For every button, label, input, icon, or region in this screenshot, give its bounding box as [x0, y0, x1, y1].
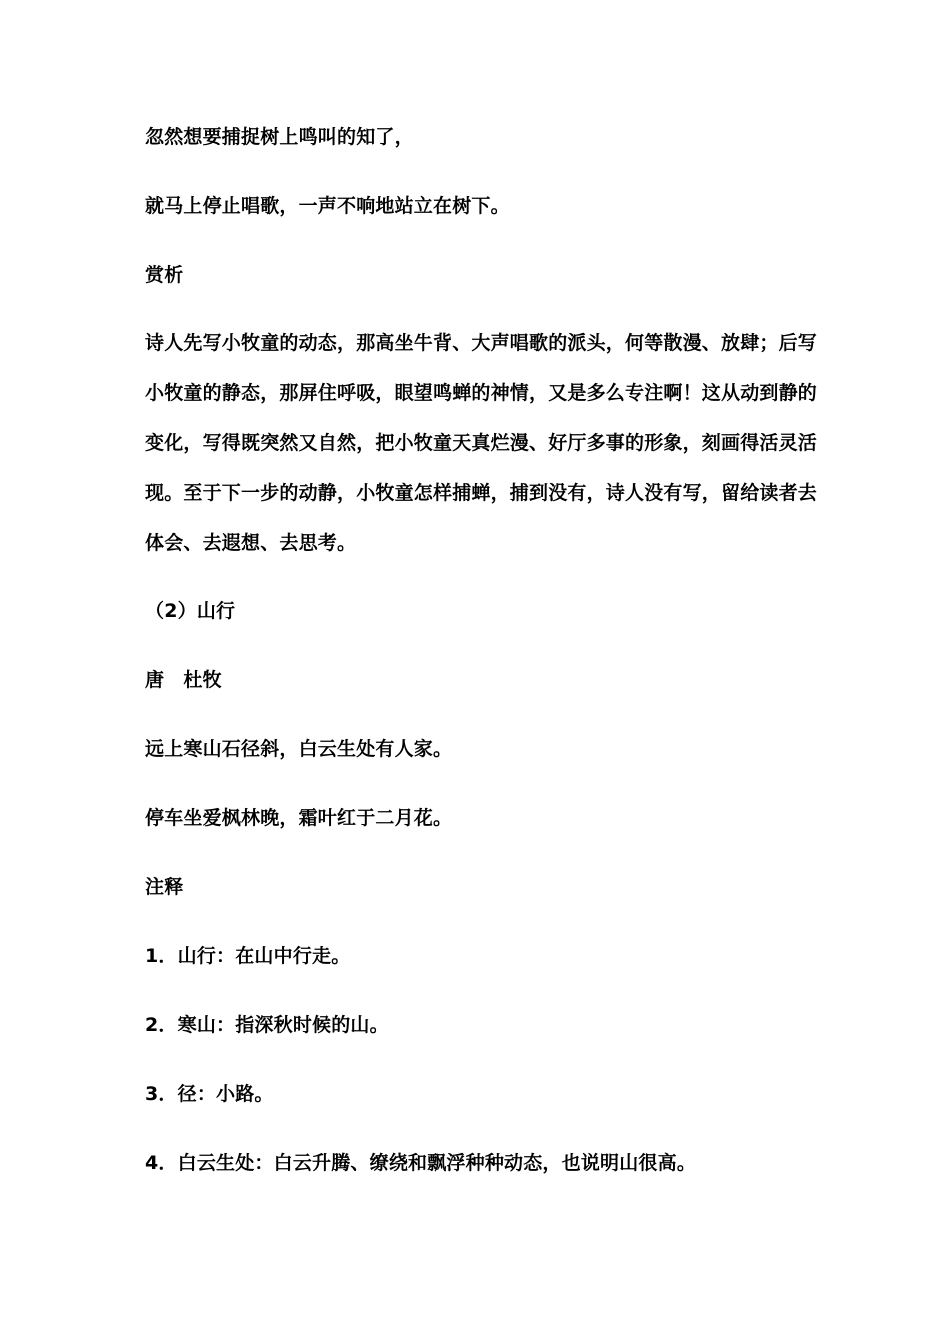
note-item: 3．径：小路。 [145, 1083, 274, 1105]
note-item: 4．白云生处：白云升腾、缭绕和飘浮种种动态，也说明山很高。 [145, 1152, 697, 1174]
section-heading-shangxi: 赏析 [145, 264, 184, 286]
section-heading-zhushi: 注释 [145, 876, 184, 898]
poem-title: （2）山行 [145, 600, 236, 622]
text-line: 忽然想要捕捉树上鸣叫的知了， [145, 126, 414, 148]
poem-line: 远上寒山石径斜，白云生处有人家。 [145, 738, 453, 760]
paragraph-line: 现。至于下一步的动静，小牧童怎样捕蝉，捕到没有，诗人没有写，留给读者去 [145, 482, 818, 504]
paragraph-line: 诗人先写小牧童的动态，那高坐牛背、大声唱歌的派头，何等散漫、放肆；后写 [145, 332, 818, 354]
poem-line: 停车坐爱枫林晚，霜叶红于二月花。 [145, 807, 453, 829]
note-item: 1．山行：在山中行走。 [145, 945, 351, 967]
paragraph-line: 小牧童的静态，那屏住呼吸，眼望鸣蝉的神情，又是多么专注啊！这从动到静的 [145, 382, 818, 404]
shangxi-paragraph [145, 318, 820, 568]
note-item: 2．寒山：指深秋时候的山。 [145, 1014, 389, 1036]
paragraph-line: 体会、去遐想、去思考。 [145, 532, 357, 554]
paragraph-line: 变化，写得既突然又自然，把小牧童天真烂漫、好厅多事的形象，刻画得活灵活 [145, 432, 818, 454]
poem-author: 唐 杜牧 [145, 669, 222, 691]
text-line: 就马上停止唱歌，一声不响地站立在树下。 [145, 195, 510, 217]
